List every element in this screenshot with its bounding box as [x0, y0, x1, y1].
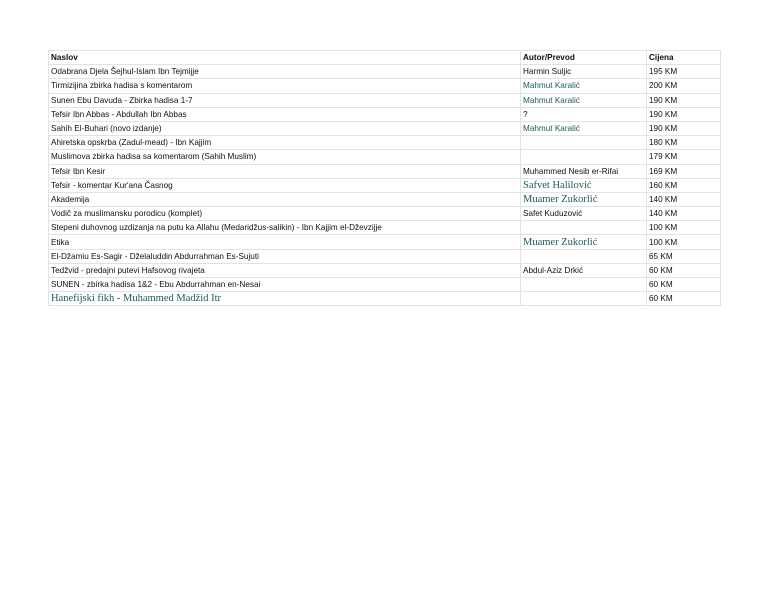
author-cell[interactable]: [521, 136, 647, 150]
price-cell[interactable]: 169 KM: [647, 164, 721, 178]
price-cell[interactable]: 179 KM: [647, 150, 721, 164]
price-cell[interactable]: 140 KM: [647, 192, 721, 206]
price-cell[interactable]: 160 KM: [647, 178, 721, 192]
title-cell[interactable]: Muslimova zbirka hadisa sa komentarom (Sahih Muslim): [49, 150, 521, 164]
price-cell[interactable]: 190 KM: [647, 107, 721, 121]
author-cell[interactable]: Muhammed Nesib er-Rifai: [521, 164, 647, 178]
title-cell[interactable]: Tefsir Ibn Kesir: [49, 164, 521, 178]
price-cell[interactable]: 100 KM: [647, 221, 721, 235]
price-cell[interactable]: 60 KM: [647, 292, 721, 306]
author-cell[interactable]: ?: [521, 107, 647, 121]
title-cell[interactable]: SUNEN - zbirka hadisa 1&2 - Ebu Abdurrahman en-Nesai: [49, 278, 521, 292]
table-row: [49, 278, 721, 292]
author-cell[interactable]: [521, 278, 647, 292]
table-row: [49, 292, 721, 306]
spreadsheet: [48, 50, 720, 306]
author-cell[interactable]: Muamer Zukorlić: [521, 235, 647, 249]
author-cell[interactable]: [521, 221, 647, 235]
price-cell[interactable]: 65 KM: [647, 249, 721, 263]
price-cell[interactable]: 60 KM: [647, 263, 721, 277]
table-row: [49, 207, 721, 221]
price-cell[interactable]: 100 KM: [647, 235, 721, 249]
author-cell[interactable]: Mahmut Karalić: [521, 121, 647, 135]
price-cell[interactable]: 190 KM: [647, 93, 721, 107]
table-row: [49, 121, 721, 135]
table-row: [49, 235, 721, 249]
author-cell[interactable]: Muamer Zukorlić: [521, 192, 647, 206]
header-price[interactable]: Cijena: [647, 51, 721, 65]
table-row: [49, 93, 721, 107]
table-row: [49, 65, 721, 79]
title-cell[interactable]: Hanefijski fikh - Muhammed Madžid Itr: [49, 292, 521, 306]
title-cell[interactable]: Tirmizijina zbirka hadisa s komentarom: [49, 79, 521, 93]
table-row: [49, 178, 721, 192]
table-row: [49, 107, 721, 121]
table-row: [49, 79, 721, 93]
table-row: [49, 150, 721, 164]
price-cell[interactable]: 140 KM: [647, 207, 721, 221]
table-row: [49, 136, 721, 150]
title-cell[interactable]: Sahih El-Buhari (novo izdanje): [49, 121, 521, 135]
author-cell[interactable]: Mahmut Karalić: [521, 93, 647, 107]
author-cell[interactable]: Harmin Suljic: [521, 65, 647, 79]
author-cell[interactable]: Abdul-Aziz Drkić: [521, 263, 647, 277]
price-cell[interactable]: 60 KM: [647, 278, 721, 292]
title-cell[interactable]: Stepeni duhovnog uzdizanja na putu ka Allahu (Medaridžus-salikin) - Ibn Kajjim el-Dževzijje: [49, 221, 521, 235]
table-row: [49, 249, 721, 263]
price-cell[interactable]: 180 KM: [647, 136, 721, 150]
price-cell[interactable]: 190 KM: [647, 121, 721, 135]
title-cell[interactable]: Ahiretska opskrba (Zadul-mead) - Ibn Kajjim: [49, 136, 521, 150]
author-cell[interactable]: Safet Kuduzović: [521, 207, 647, 221]
author-cell[interactable]: [521, 150, 647, 164]
author-cell[interactable]: [521, 249, 647, 263]
title-cell[interactable]: Tefsir - komentar Kur'ana Časnog: [49, 178, 521, 192]
title-cell[interactable]: Sunen Ebu Davuda - Zbirka hadisa 1-7: [49, 93, 521, 107]
title-cell[interactable]: Tefsir Ibn Abbas - Abdullah Ibn Abbas: [49, 107, 521, 121]
title-cell[interactable]: Tedžvid - predajni putevi Hafsovog rivajeta: [49, 263, 521, 277]
title-cell[interactable]: Odabrana Djela Šejhul-Islam Ibn Tejmijje: [49, 65, 521, 79]
header-author[interactable]: Autor/Prevod: [521, 51, 647, 65]
table-row: [49, 164, 721, 178]
table-row: [49, 263, 721, 277]
title-cell[interactable]: El-Džamiu Es-Sagir - Dželaluddin Abdurrahman Es-Sujuti: [49, 249, 521, 263]
title-cell[interactable]: Akademija: [49, 192, 521, 206]
author-cell[interactable]: Safvet Halilović: [521, 178, 647, 192]
price-cell[interactable]: 195 KM: [647, 65, 721, 79]
table-row: [49, 221, 721, 235]
title-cell[interactable]: Etika: [49, 235, 521, 249]
title-cell[interactable]: Vodič za muslimansku porodicu (komplet): [49, 207, 521, 221]
header-title[interactable]: Naslov: [49, 51, 521, 65]
author-cell[interactable]: [521, 292, 647, 306]
price-cell[interactable]: 200 KM: [647, 79, 721, 93]
author-cell[interactable]: Mahmut Karalić: [521, 79, 647, 93]
book-price-table: [48, 50, 721, 306]
header-row: [49, 51, 721, 65]
table-row: [49, 192, 721, 206]
